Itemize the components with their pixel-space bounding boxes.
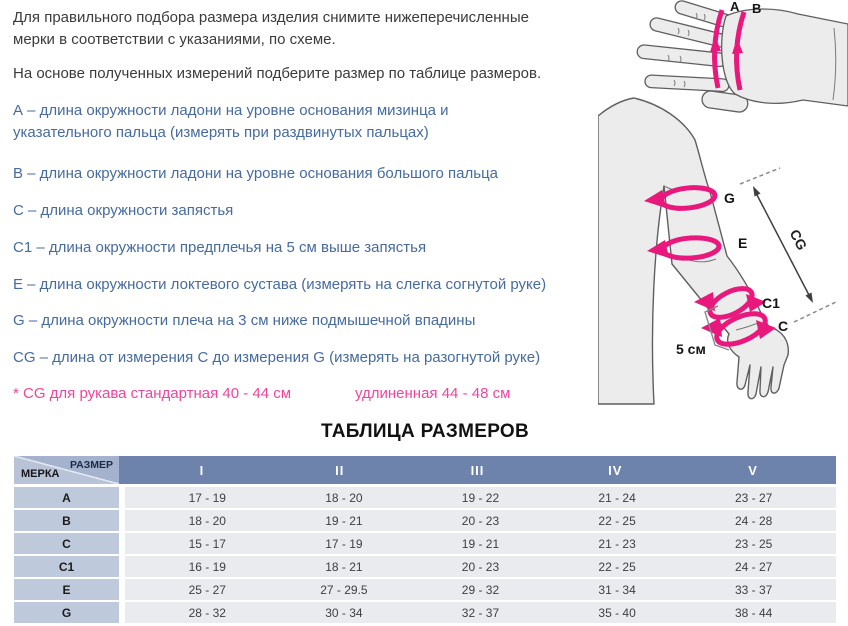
corner-label-measure: МЕРКА bbox=[21, 468, 60, 480]
cell-value: 20 - 23 bbox=[461, 559, 500, 574]
size-table-header bbox=[14, 456, 836, 484]
cell-value: 19 - 21 bbox=[461, 536, 500, 551]
note-standard: * CG для рукава стандартная 40 - 44 см bbox=[13, 385, 292, 402]
size-table-title: ТАБЛИЦА РАЗМЕРОВ bbox=[320, 421, 530, 442]
table-row bbox=[14, 487, 836, 508]
row-label: А bbox=[14, 487, 119, 508]
row-label: В bbox=[14, 510, 119, 531]
hand-label-a: А bbox=[730, 0, 740, 14]
intro-paragraph-1: Для правильного подбора размера изделия снимите нижеперечисленные мерки в соответствии с указаниями, по схеме. bbox=[13, 9, 529, 48]
note-extended: удлиненная 44 - 48 см bbox=[355, 385, 511, 402]
cell-value: 22 - 25 bbox=[598, 559, 636, 574]
cell-value: 18 - 20 bbox=[188, 513, 226, 528]
arm-label-g: G bbox=[724, 190, 735, 206]
cell-value: 33 - 37 bbox=[734, 582, 773, 597]
table-row bbox=[14, 579, 836, 600]
cell-value: 18 - 20 bbox=[325, 490, 363, 505]
measurement-item-b: В – длина окружности ладони на уровне основания большого пальца bbox=[13, 165, 499, 182]
hand-label-b: В bbox=[752, 1, 762, 16]
cell-value: 38 - 44 bbox=[734, 605, 773, 620]
sleeve-length-note bbox=[13, 385, 613, 402]
cell-value: 24 - 28 bbox=[734, 513, 773, 528]
cell-value: 19 - 22 bbox=[461, 490, 500, 505]
column-header-5: V bbox=[748, 462, 758, 478]
arm-diagram bbox=[598, 96, 848, 414]
measurement-item-c: С – длина окружности запястья bbox=[13, 202, 234, 219]
column-header-4: IV bbox=[608, 462, 623, 478]
cell-value: 35 - 40 bbox=[598, 605, 636, 620]
column-header-1: I bbox=[199, 462, 205, 478]
size-table bbox=[14, 456, 836, 623]
cell-value: 15 - 17 bbox=[188, 536, 226, 551]
row-label: G bbox=[14, 602, 119, 623]
cell-value: 16 - 19 bbox=[188, 559, 226, 574]
row-label: Е bbox=[14, 579, 119, 600]
cell-value: 29 - 32 bbox=[461, 582, 500, 597]
cell-value: 25 - 27 bbox=[188, 582, 226, 597]
cell-value: 21 - 24 bbox=[598, 490, 636, 505]
cell-value: 21 - 23 bbox=[598, 536, 636, 551]
measurement-item-cg: CG – длина от измерения С до измерения G (измерять на разогнутой руке) bbox=[13, 349, 541, 366]
arm-label-c1: C1 bbox=[762, 295, 780, 311]
cell-value: 23 - 25 bbox=[734, 536, 773, 551]
cell-value: 27 - 29.5 bbox=[320, 582, 368, 597]
cell-value: 22 - 25 bbox=[598, 513, 636, 528]
row-label: С1 bbox=[14, 556, 119, 577]
cell-value: 17 - 19 bbox=[188, 490, 226, 505]
arm-label-5cm: 5 см bbox=[676, 341, 706, 357]
table-row bbox=[14, 602, 836, 623]
measurement-item-a: А – длина окружности ладони на уровне основания мизинца и указательного пальца (измерять при раздвинутых пальцах) bbox=[13, 102, 449, 141]
cell-value: 28 - 32 bbox=[188, 605, 226, 620]
measurement-item-c1: С1 – длина окружности предплечья на 5 см выше запястья bbox=[13, 239, 427, 256]
table-row bbox=[14, 556, 836, 577]
arm-label-c: C bbox=[778, 318, 789, 334]
table-corner-cell bbox=[14, 456, 119, 484]
table-header-band bbox=[119, 456, 836, 484]
cell-value: 23 - 27 bbox=[734, 490, 773, 505]
measurement-item-g: G – длина окружности плеча на 3 см ниже подмышечной впадины bbox=[13, 312, 476, 329]
cell-value: 32 - 37 bbox=[461, 605, 500, 620]
cell-value: 30 - 34 bbox=[325, 605, 363, 620]
cell-value: 19 - 21 bbox=[325, 513, 363, 528]
cell-value: 20 - 23 bbox=[461, 513, 500, 528]
row-label: С bbox=[14, 533, 119, 554]
cell-value: 24 - 27 bbox=[734, 559, 773, 574]
corner-label-size: РАЗМЕР bbox=[70, 459, 113, 471]
table-row bbox=[14, 533, 836, 554]
arm-body-shape bbox=[598, 98, 788, 404]
measurement-item-e: Е – длина окружности локтевого сустава (измерять на слегка согнутой руке) bbox=[13, 276, 547, 293]
column-header-2: II bbox=[335, 462, 345, 478]
arm-label-e: E bbox=[738, 235, 748, 251]
intro-paragraph-2: На основе полученных измерений подберите размер по таблице размеров. bbox=[13, 65, 542, 82]
cell-value: 31 - 34 bbox=[598, 582, 636, 597]
cell-value: 18 - 21 bbox=[325, 559, 363, 574]
column-header-3: III bbox=[470, 462, 485, 478]
arm-label-cg: CG bbox=[786, 226, 811, 253]
table-row bbox=[14, 510, 836, 531]
cell-value: 17 - 19 bbox=[325, 536, 363, 551]
